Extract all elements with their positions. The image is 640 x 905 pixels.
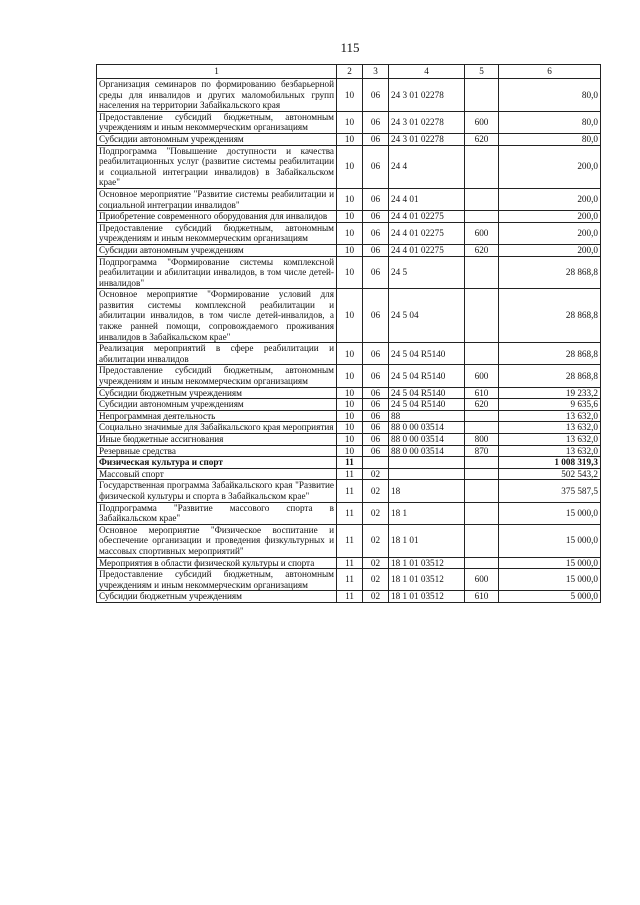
amount-cell: 200,0 — [499, 188, 601, 210]
target-article-code-cell: 88 0 00 03514 — [389, 422, 465, 434]
target-article-code-cell: 24 4 01 — [389, 188, 465, 210]
subsection-code-cell: 06 — [363, 399, 389, 411]
amount-cell: 13 632,0 — [499, 422, 601, 434]
section-code-cell: 11 — [337, 569, 363, 591]
expense-type-code-cell: 620 — [465, 133, 499, 145]
subsection-code-cell: 06 — [363, 256, 389, 289]
table-row — [97, 422, 601, 434]
subsection-code-cell: 06 — [363, 222, 389, 244]
amount-cell: 15 000,0 — [499, 524, 601, 557]
expense-type-code-cell — [465, 457, 499, 469]
expense-type-code-cell — [465, 422, 499, 434]
amount-cell: 200,0 — [499, 244, 601, 256]
item-name-cell: Предоставление субсидий бюджетным, автономным учреждениям и иным некоммерческим организациям — [97, 111, 337, 133]
amount-cell: 15 000,0 — [499, 569, 601, 591]
subsection-code-cell: 02 — [363, 569, 389, 591]
expense-type-code-cell: 610 — [465, 591, 499, 603]
amount-cell: 28 868,8 — [499, 256, 601, 289]
expense-type-code-cell — [465, 468, 499, 480]
page-number: 115 — [340, 40, 360, 55]
item-name-cell: Государственная программа Забайкальского края "Развитие физической культуры и спорта в Забайкальском крае" — [97, 480, 337, 502]
section-code-cell: 10 — [337, 145, 363, 188]
table-row — [97, 145, 601, 188]
table-row — [97, 557, 601, 569]
amount-cell: 1 008 319,3 — [499, 457, 601, 469]
item-name-cell: Мероприятия в области физической культуры и спорта — [97, 557, 337, 569]
table-row — [97, 569, 601, 591]
item-name-cell: Физическая культура и спорт — [97, 457, 337, 469]
expense-type-code-cell: 600 — [465, 111, 499, 133]
subsection-code-cell: 06 — [363, 365, 389, 387]
expense-type-code-cell: 620 — [465, 244, 499, 256]
target-article-code-cell: 24 5 04 R5140 — [389, 343, 465, 365]
expense-type-code-cell — [465, 79, 499, 112]
table-row — [97, 502, 601, 524]
item-name-cell: Приобретение современного оборудования для инвалидов — [97, 211, 337, 223]
amount-cell: 80,0 — [499, 111, 601, 133]
amount-cell: 13 632,0 — [499, 410, 601, 422]
item-name-cell: Подпрограмма "Повышение доступности и качества реабилитационных услуг (развитие системы реабилитации и социальной интеграции инвалидов) в Забайкальском крае" — [97, 145, 337, 188]
expense-type-code-cell — [465, 211, 499, 223]
amount-cell: 19 233,2 — [499, 387, 601, 399]
subsection-code-cell: 02 — [363, 502, 389, 524]
amount-cell: 13 632,0 — [499, 434, 601, 446]
table-row — [97, 188, 601, 210]
target-article-code-cell: 24 4 — [389, 145, 465, 188]
expense-type-code-cell: 800 — [465, 434, 499, 446]
table-row — [97, 289, 601, 343]
section-code-cell: 10 — [337, 387, 363, 399]
header-cell: 4 — [389, 65, 465, 79]
table-row — [97, 343, 601, 365]
target-article-code-cell: 24 3 01 02278 — [389, 133, 465, 145]
target-article-code-cell: 24 5 04 R5140 — [389, 387, 465, 399]
item-name-cell: Социально значимые для Забайкальского края мероприятия — [97, 422, 337, 434]
section-code-cell: 11 — [337, 557, 363, 569]
target-article-code-cell: 24 4 01 02275 — [389, 222, 465, 244]
subsection-code-cell: 06 — [363, 445, 389, 457]
item-name-cell: Массовый спорт — [97, 468, 337, 480]
amount-cell: 28 868,8 — [499, 365, 601, 387]
target-article-code-cell: 24 5 — [389, 256, 465, 289]
table-row — [97, 591, 601, 603]
section-code-cell: 10 — [337, 422, 363, 434]
subsection-code-cell: 02 — [363, 557, 389, 569]
section-code-cell: 10 — [337, 188, 363, 210]
target-article-code-cell: 24 4 01 02275 — [389, 211, 465, 223]
table-row — [97, 399, 601, 411]
section-code-cell: 11 — [337, 502, 363, 524]
expense-type-code-cell: 620 — [465, 399, 499, 411]
target-article-code-cell: 88 0 00 03514 — [389, 434, 465, 446]
table-row — [97, 387, 601, 399]
subsection-code-cell: 06 — [363, 133, 389, 145]
subsection-code-cell: 06 — [363, 289, 389, 343]
table-row — [97, 480, 601, 502]
expense-type-code-cell — [465, 480, 499, 502]
target-article-code-cell: 18 1 01 03512 — [389, 569, 465, 591]
amount-cell: 13 632,0 — [499, 445, 601, 457]
item-name-cell: Непрограммная деятельность — [97, 410, 337, 422]
item-name-cell: Субсидии бюджетным учреждениям — [97, 591, 337, 603]
budget-table — [96, 64, 601, 603]
amount-cell: 200,0 — [499, 211, 601, 223]
target-article-code-cell: 24 5 04 — [389, 289, 465, 343]
target-article-code-cell — [389, 457, 465, 469]
target-article-code-cell: 88 0 00 03514 — [389, 445, 465, 457]
subsection-code-cell: 02 — [363, 468, 389, 480]
item-name-cell: Субсидии автономным учреждениям — [97, 244, 337, 256]
item-name-cell: Реализация мероприятий в сфере реабилитации и абилитации инвалидов — [97, 343, 337, 365]
amount-cell: 200,0 — [499, 145, 601, 188]
section-code-cell: 10 — [337, 399, 363, 411]
target-article-code-cell: 18 1 01 03512 — [389, 557, 465, 569]
subsection-code-cell: 06 — [363, 188, 389, 210]
table-row — [97, 468, 601, 480]
section-code-cell: 10 — [337, 222, 363, 244]
subsection-code-cell: 06 — [363, 410, 389, 422]
subsection-code-cell: 06 — [363, 387, 389, 399]
expense-type-code-cell — [465, 289, 499, 343]
header-cell: 5 — [465, 65, 499, 79]
expense-type-code-cell: 600 — [465, 569, 499, 591]
expense-type-code-cell: 870 — [465, 445, 499, 457]
expense-type-code-cell — [465, 188, 499, 210]
section-code-cell: 10 — [337, 410, 363, 422]
section-code-cell: 10 — [337, 133, 363, 145]
section-code-cell: 10 — [337, 434, 363, 446]
expense-type-code-cell — [465, 343, 499, 365]
subsection-code-cell: 02 — [363, 524, 389, 557]
section-code-cell: 11 — [337, 457, 363, 469]
target-article-code-cell — [389, 468, 465, 480]
expense-type-code-cell — [465, 524, 499, 557]
item-name-cell: Предоставление субсидий бюджетным, автономным учреждениям и иным некоммерческим организациям — [97, 365, 337, 387]
header-row — [97, 65, 601, 79]
section-code-cell: 10 — [337, 211, 363, 223]
amount-cell: 15 000,0 — [499, 557, 601, 569]
section-code-cell: 11 — [337, 591, 363, 603]
amount-cell: 80,0 — [499, 79, 601, 112]
section-code-cell: 10 — [337, 289, 363, 343]
expense-type-code-cell: 600 — [465, 365, 499, 387]
item-name-cell: Основное мероприятие "Физическое воспитание и обеспечение организации и проведения физкультурных и массовых спортивных мероприятий" — [97, 524, 337, 557]
table-row — [97, 211, 601, 223]
table-row — [97, 445, 601, 457]
section-code-cell: 11 — [337, 480, 363, 502]
section-code-cell: 10 — [337, 244, 363, 256]
expense-type-code-cell: 600 — [465, 222, 499, 244]
table-row — [97, 79, 601, 112]
expense-type-code-cell — [465, 410, 499, 422]
subsection-code-cell: 06 — [363, 211, 389, 223]
item-name-cell: Основное мероприятие "Развитие системы реабилитации и социальной интеграции инвалидов" — [97, 188, 337, 210]
table-row — [97, 410, 601, 422]
target-article-code-cell: 18 — [389, 480, 465, 502]
target-article-code-cell: 24 3 01 02278 — [389, 111, 465, 133]
expense-type-code-cell — [465, 557, 499, 569]
section-code-cell: 10 — [337, 111, 363, 133]
expense-type-code-cell: 610 — [465, 387, 499, 399]
subsection-code-cell: 06 — [363, 422, 389, 434]
target-article-code-cell: 24 3 01 02278 — [389, 79, 465, 112]
header-cell: 1 — [97, 65, 337, 79]
target-article-code-cell: 18 1 01 — [389, 524, 465, 557]
item-name-cell: Организация семинаров по формированию безбарьерной среды для инвалидов и других маломобильных групп населения на территории Забайкальского края — [97, 79, 337, 112]
expense-type-code-cell — [465, 256, 499, 289]
table-row — [97, 244, 601, 256]
section-code-cell: 10 — [337, 445, 363, 457]
subsection-code-cell: 02 — [363, 591, 389, 603]
subsection-code-cell: 06 — [363, 79, 389, 112]
target-article-code-cell: 24 5 04 R5140 — [389, 365, 465, 387]
header-cell: 6 — [499, 65, 601, 79]
table-row — [97, 222, 601, 244]
amount-cell: 15 000,0 — [499, 502, 601, 524]
amount-cell: 28 868,8 — [499, 343, 601, 365]
item-name-cell: Предоставление субсидий бюджетным, автономным учреждениям и иным некоммерческим организациям — [97, 569, 337, 591]
amount-cell: 200,0 — [499, 222, 601, 244]
amount-cell: 375 587,5 — [499, 480, 601, 502]
target-article-code-cell: 24 4 01 02275 — [389, 244, 465, 256]
amount-cell: 28 868,8 — [499, 289, 601, 343]
amount-cell: 9 635,6 — [499, 399, 601, 411]
item-name-cell: Субсидии автономным учреждениям — [97, 133, 337, 145]
amount-cell: 80,0 — [499, 133, 601, 145]
table-row — [97, 256, 601, 289]
item-name-cell: Субсидии автономным учреждениям — [97, 399, 337, 411]
item-name-cell: Предоставление субсидий бюджетным, автономным учреждениям и иным некоммерческим организациям — [97, 222, 337, 244]
table-row — [97, 434, 601, 446]
item-name-cell: Иные бюджетные ассигнования — [97, 434, 337, 446]
subsection-code-cell: 06 — [363, 111, 389, 133]
target-article-code-cell: 24 5 04 R5140 — [389, 399, 465, 411]
item-name-cell: Подпрограмма "Формирование системы комплексной реабилитации и абилитации инвалидов, в том числе детей-инвалидов" — [97, 256, 337, 289]
subsection-code-cell: 02 — [363, 480, 389, 502]
target-article-code-cell: 88 — [389, 410, 465, 422]
subsection-code-cell — [363, 457, 389, 469]
section-code-cell: 10 — [337, 343, 363, 365]
item-name-cell: Основное мероприятие "Формирование условий для развития системы комплексной реабилитации и абилитации инвалидов, в том числе детей-инвалидов, а также ранней помощи, сопровождаемого проживания инвалидов в Забайкальском крае" — [97, 289, 337, 343]
table-row — [97, 133, 601, 145]
expense-type-code-cell — [465, 502, 499, 524]
header-cell: 3 — [363, 65, 389, 79]
table-row — [97, 457, 601, 469]
section-code-cell: 10 — [337, 365, 363, 387]
item-name-cell: Субсидии бюджетным учреждениям — [97, 387, 337, 399]
item-name-cell: Резервные средства — [97, 445, 337, 457]
section-code-cell: 10 — [337, 79, 363, 112]
section-code-cell: 11 — [337, 468, 363, 480]
section-code-cell: 10 — [337, 256, 363, 289]
item-name-cell: Подпрограмма "Развитие массового спорта в Забайкальском крае" — [97, 502, 337, 524]
subsection-code-cell: 06 — [363, 434, 389, 446]
expense-type-code-cell — [465, 145, 499, 188]
subsection-code-cell: 06 — [363, 145, 389, 188]
table-row — [97, 524, 601, 557]
subsection-code-cell: 06 — [363, 244, 389, 256]
amount-cell: 5 000,0 — [499, 591, 601, 603]
target-article-code-cell: 18 1 01 03512 — [389, 591, 465, 603]
section-code-cell: 11 — [337, 524, 363, 557]
table-row — [97, 111, 601, 133]
table-row — [97, 365, 601, 387]
target-article-code-cell: 18 1 — [389, 502, 465, 524]
amount-cell: 502 543,2 — [499, 468, 601, 480]
subsection-code-cell: 06 — [363, 343, 389, 365]
header-cell: 2 — [337, 65, 363, 79]
